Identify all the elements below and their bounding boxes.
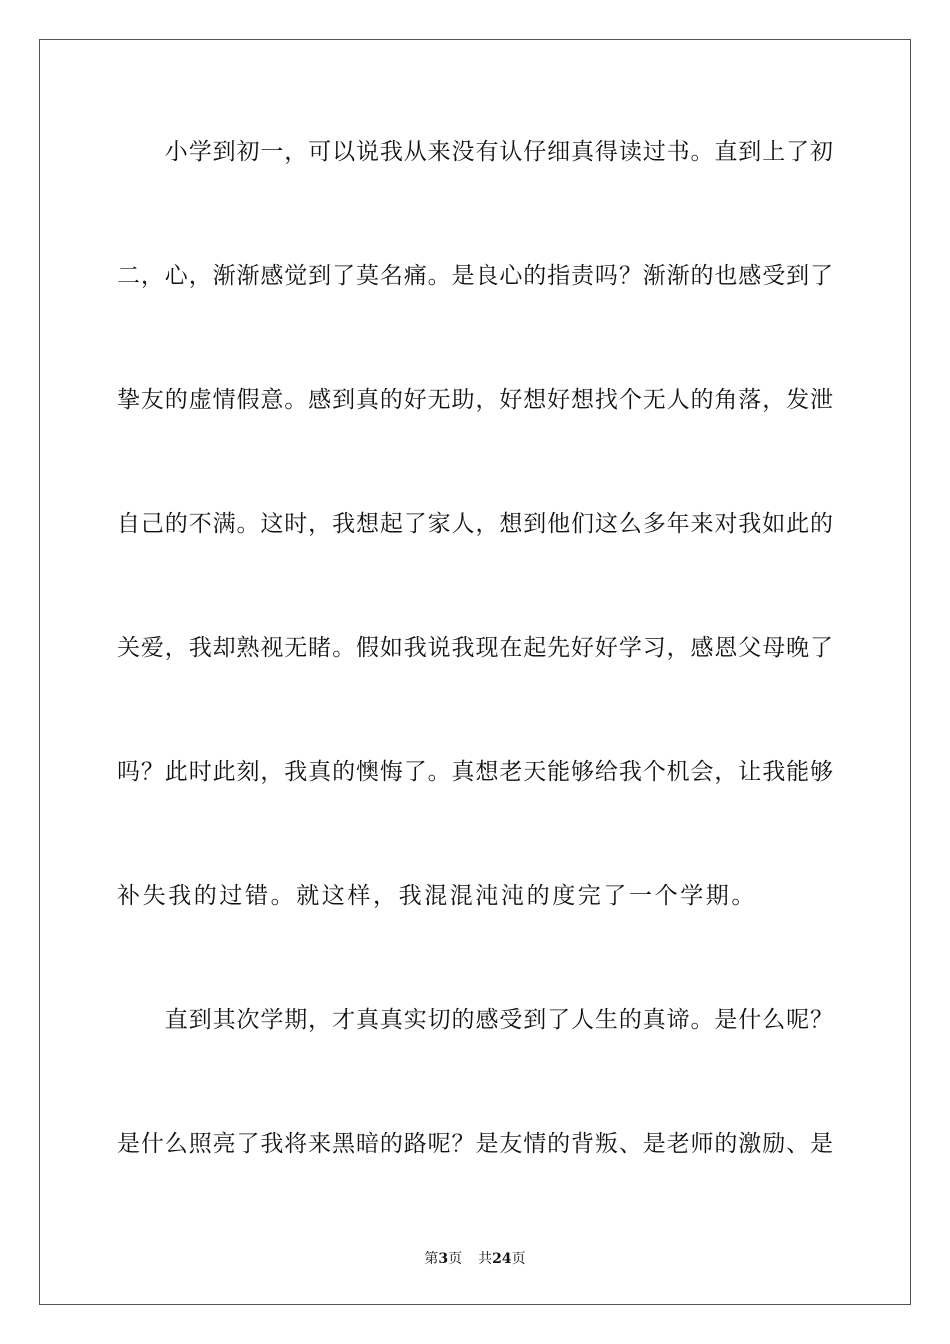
total-suffix: 页 xyxy=(511,1251,526,1267)
page-number: 3 xyxy=(438,1251,449,1267)
text-line-2: 二，心，渐渐感觉到了莫名痛。是良心的指责吗？渐渐的也感受到了 xyxy=(117,263,833,289)
text-line-7: 补失我的过错。就这样，我混混沌沌的度完了一个学期。 xyxy=(117,883,757,909)
total-pages: 24 xyxy=(492,1251,512,1267)
page-prefix: 第 xyxy=(424,1251,439,1267)
page-footer xyxy=(0,1248,950,1268)
text-line-8: 直到其次学期，才真真实切的感受到了人生的真谛。是什么呢？ xyxy=(117,1007,833,1033)
page-border xyxy=(39,39,911,1305)
text-line-1: 小学到初一，可以说我从来没有认仔细真得读过书。直到上了初 xyxy=(117,139,833,165)
total-prefix: 共 xyxy=(478,1251,493,1267)
text-line-9: 是什么照亮了我将来黑暗的路呢？是友情的背叛、是老师的激励、是 xyxy=(117,1131,833,1157)
text-line-6: 吗？此时此刻，我真的懊悔了。真想老天能够给我个机会，让我能够 xyxy=(117,759,833,785)
page-suffix: 页 xyxy=(448,1251,463,1267)
text-line-5: 关爱，我却熟视无睹。假如我说我现在起先好好学习，感恩父母晚了 xyxy=(117,635,833,661)
text-line-3: 挚友的虚情假意。感到真的好无助，好想好想找个无人的角落，发泄 xyxy=(117,387,833,413)
text-line-4: 自己的不满。这时，我想起了家人，想到他们这么多年来对我如此的 xyxy=(117,511,833,537)
